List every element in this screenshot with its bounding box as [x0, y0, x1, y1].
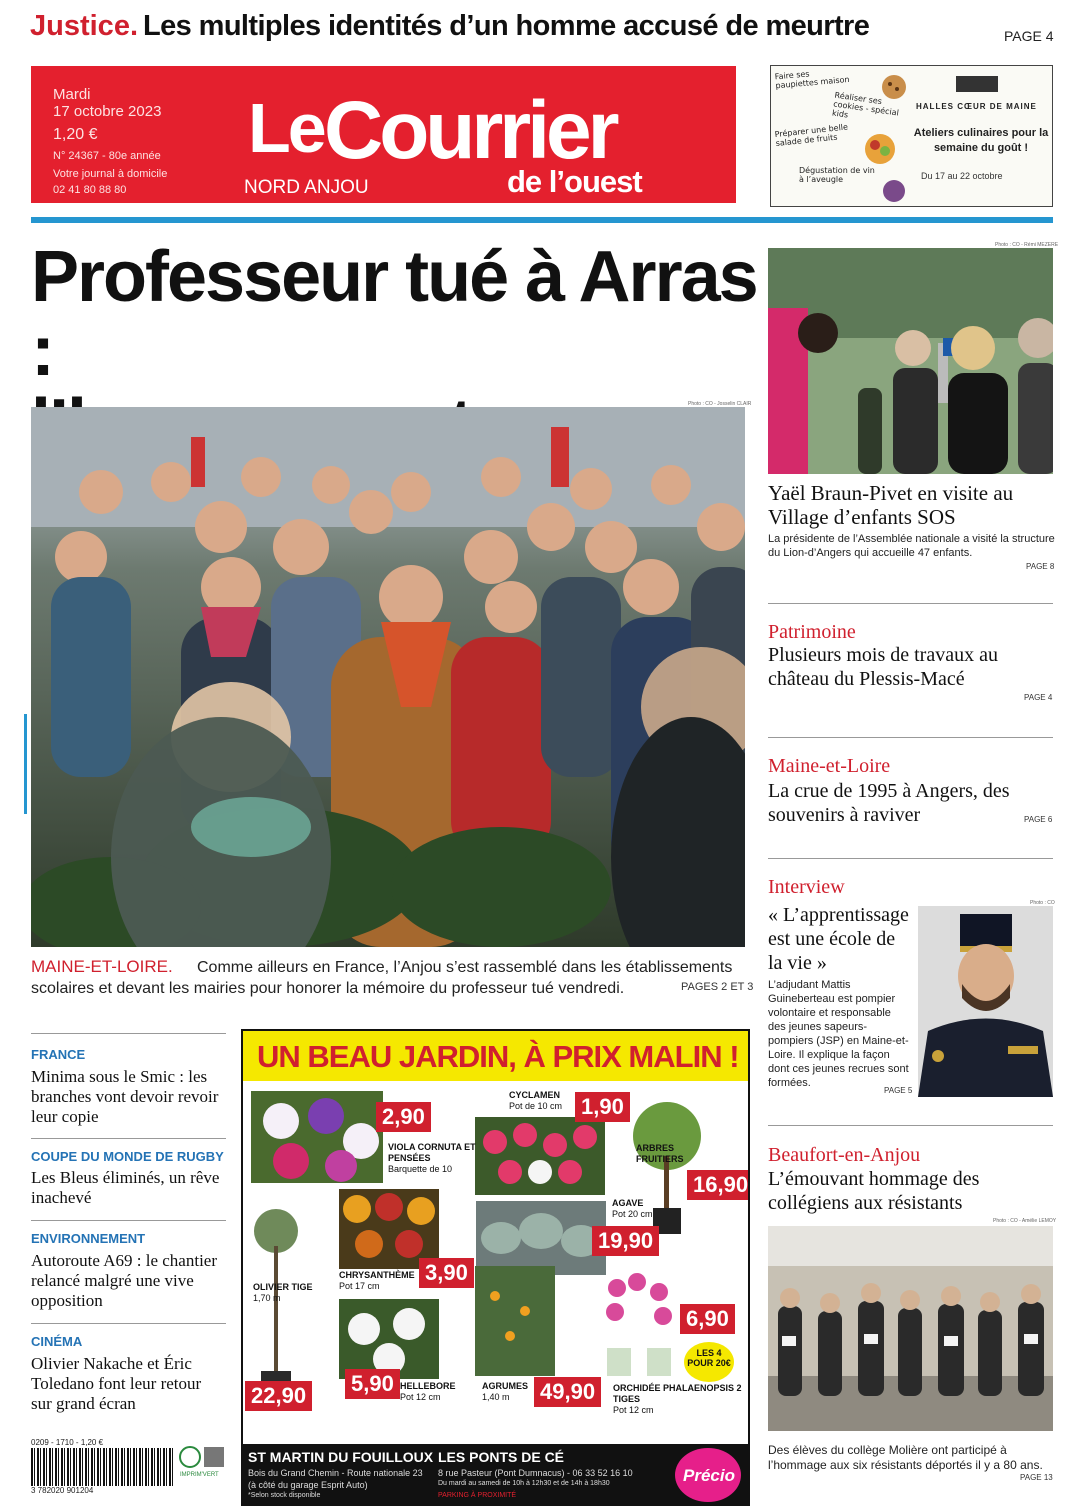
agave-icon — [476, 1201, 606, 1275]
teaser-title[interactable]: Les multiples identités d’un homme accusé de meurtre — [143, 10, 870, 42]
caption-text: Comme ailleurs en France, l’Anjou s’est rassemblé dans les établissements scolaires et devant les mairies pour honorer la mémoire du professeur tué vendredi. — [31, 959, 733, 997]
logo-le: Le — [248, 89, 324, 167]
story1-photo-credit: Photo : CO - Rémi MEZERE — [995, 242, 1059, 248]
price-viola: 2,90 — [376, 1102, 431, 1132]
product-chrysanthemum-detail: Pot 17 cm — [339, 1281, 380, 1291]
store1-note: (à côté du garage Esprit Auto) — [248, 1480, 368, 1490]
halles-logo-icon — [956, 76, 998, 92]
product-orchid-detail: Pot 12 cm — [613, 1405, 654, 1415]
product-olive — [253, 1282, 313, 1304]
story1-title[interactable]: Yaël Braun-Pivet en visite au Village d’enfants SOS — [768, 481, 1014, 529]
product-agave-detail: Pot 20 cm — [612, 1209, 653, 1219]
product-agave — [612, 1198, 653, 1220]
story5-photo[interactable] — [768, 1226, 1053, 1431]
store1-small: *Selon stock disponible — [248, 1492, 321, 1499]
story3-kicker: Maine-et-Loire — [768, 755, 891, 777]
product-cyclamen-detail: Pot de 10 cm — [509, 1101, 563, 1111]
fruit-bowl-icon — [863, 132, 897, 166]
story5-title[interactable]: L’émouvant hommage des collégiens aux résistants — [768, 1168, 980, 1214]
product-agrumes-detail: 1,40 m — [482, 1392, 510, 1402]
left-title-1[interactable]: Minima sous le Smic : les branches vont devoir revoir leur copie — [31, 1067, 219, 1126]
main-photo-credit: Photo : CO - Josselin CLAIR — [688, 401, 752, 407]
imprim-vert-label: IMPRIM'VERT — [180, 1472, 219, 1478]
price-olive: 22,90 — [245, 1381, 312, 1411]
product-viola-name: VIOLA CORNUTA ET PENSÉES — [388, 1142, 476, 1163]
pansies-icon — [251, 1091, 383, 1183]
crowd-illustration — [31, 407, 745, 947]
store2-parking: PARKING À PROXIMITÉ — [438, 1492, 517, 1499]
ad-banner — [243, 1031, 748, 1081]
product-viola — [388, 1142, 478, 1175]
divider — [768, 737, 1053, 738]
teaser-kicker[interactable]: Justice. — [30, 10, 138, 42]
left-kicker-4: CINÉMA — [31, 1334, 83, 1349]
story3-title[interactable]: La crue de 1995 à Angers, des souvenirs à raviver — [768, 780, 1010, 826]
story2-page: PAGE 4 — [1024, 693, 1053, 702]
story2-kicker: Patrimoine — [768, 621, 856, 643]
main-headline-line1: Professeur tué à Arras : — [31, 237, 757, 391]
divider — [768, 603, 1053, 604]
logo-courrier: Courrier — [324, 85, 616, 176]
divider — [31, 1138, 226, 1139]
ad-dates: Du 17 au 22 octobre — [921, 171, 1003, 181]
product-hellebore — [400, 1381, 456, 1403]
firefighter-portrait-illustration — [918, 906, 1053, 1097]
product-chrysanthemum — [339, 1270, 415, 1292]
price-orchid: 6,90 — [680, 1304, 735, 1334]
divider — [31, 1323, 226, 1324]
divider — [768, 858, 1053, 859]
ad-halles-coeur-de-maine[interactable] — [770, 65, 1053, 207]
left-title-2[interactable]: Les Bleus éliminés, un rêve inachevé — [31, 1168, 220, 1207]
masthead[interactable] — [31, 66, 736, 203]
story1-photo[interactable] — [768, 248, 1053, 474]
left-kicker-1: FRANCE — [31, 1047, 86, 1062]
ad-precio[interactable] — [241, 1029, 750, 1506]
product-fruit-trees-name: ARBRES FRUITIERS — [636, 1143, 684, 1164]
story1-page: PAGE 8 — [1026, 562, 1055, 571]
price-agrumes: 49,90 — [534, 1377, 601, 1407]
divider — [31, 1220, 226, 1221]
divider — [768, 1125, 1053, 1126]
price-hellebore: 5,90 — [345, 1369, 400, 1399]
story4-body: L’adjudant Mattis Guineberteau est pompier volontaire et responsable des jeunes sapeurs-pompiers (JSP) en Maine-et-Loire. Il explique la façon dont ces jeunes recrues sont formées. — [768, 979, 909, 1089]
precio-logo-text: Précio — [683, 1466, 735, 1485]
ad-banner-text: UN BEAU JARDIN, À PRIX MALIN ! — [257, 1039, 739, 1074]
store1-name: ST MARTIN DU FOUILLOUX — [248, 1449, 434, 1465]
main-photo-crowd[interactable] — [31, 407, 745, 947]
masthead-home-delivery: Votre journal à domicile — [53, 168, 168, 180]
product-hellebore-name: HELLEBORE — [400, 1381, 456, 1391]
ad-note-4: Dégustation de vin à l’aveugle — [799, 166, 875, 184]
story4-photo-credit: Photo : CO — [1030, 900, 1055, 906]
ad-note-2: Réaliser ses cookies - spécial kids — [831, 90, 900, 120]
story5-photo-credit: Photo : CO - Amélie LEMOY — [993, 1218, 1057, 1224]
price-cyclamen: 1,90 — [575, 1092, 630, 1122]
story5-page: PAGE 13 — [1020, 1473, 1053, 1482]
visit-photo-illustration — [768, 248, 1053, 474]
store2-address: 8 rue Pasteur (Pont Dumnacus) - 06 33 52 16 10 — [438, 1468, 633, 1478]
cyclamen-icon — [475, 1117, 605, 1195]
cookie-icon — [881, 74, 907, 100]
product-agrumes — [482, 1381, 528, 1403]
product-cyclamen-name: CYCLAMEN — [509, 1090, 560, 1100]
caption-kicker: MAINE-ET-LOIRE. — [31, 957, 173, 976]
recycling-icon — [178, 1443, 226, 1471]
side-marker — [24, 714, 27, 814]
masthead-issue: N° 24367 - 80e année — [53, 150, 161, 162]
story5-kicker: Beaufort-en-Anjou — [768, 1144, 921, 1166]
ad-footer — [243, 1444, 748, 1506]
story4-title[interactable]: « L’apprentissage est une école de la vie » — [768, 904, 909, 974]
product-olive-name: OLIVIER TIGE — [253, 1282, 313, 1292]
divider — [31, 1033, 226, 1034]
product-viola-detail: Barquette de 10 — [388, 1164, 453, 1174]
barcode-number: 3 782020 901204 — [31, 1486, 94, 1495]
ad-headline: Ateliers culinaires pour la semaine du goût ! — [913, 127, 1049, 154]
product-cyclamen — [509, 1090, 562, 1112]
top-rule — [31, 217, 1053, 223]
promo-badge: LES 4 POUR 20€ — [684, 1342, 734, 1382]
students-ceremony-illustration — [768, 1226, 1053, 1431]
chrysanthemum-icon — [339, 1189, 439, 1269]
story2-title[interactable]: Plusieurs mois de travaux au château du Plessis-Macé — [768, 644, 998, 690]
product-chrysanthemum-name: CHRYSANTHÈME — [339, 1270, 415, 1280]
story3-page: PAGE 6 — [1024, 815, 1053, 824]
masthead-day: Mardi — [53, 86, 91, 103]
caption-page: PAGES 2 ET 3 — [681, 981, 754, 993]
left-title-4[interactable]: Olivier Nakache et Éric Toledano font leur retour sur grand écran — [31, 1354, 202, 1413]
price-fruit-trees: 16,90 — [687, 1170, 750, 1200]
masthead-date: 17 octobre 2023 — [53, 103, 162, 120]
product-orchid — [613, 1383, 743, 1416]
barcode-code: 0209 - 1710 - 1,20 € — [31, 1438, 104, 1447]
left-title-3[interactable]: Autoroute A69 : le chantier relancé malgré une vive opposition — [31, 1251, 218, 1310]
price-chrysanthemum: 3,90 — [419, 1258, 474, 1288]
masthead-phone: 02 41 80 88 80 — [53, 184, 127, 196]
grapes-icon — [881, 178, 907, 204]
story5-body: Des élèves du collège Molière ont participé à l’hommage aux six résistants déportés il y a 80 ans. — [768, 1443, 1043, 1472]
citrus-tree-icon — [475, 1266, 555, 1376]
product-orchid-name: ORCHIDÉE PHALAENOPSIS 2 TIGES — [613, 1383, 742, 1404]
product-agave-name: AGAVE — [612, 1198, 644, 1208]
left-kicker-3: ENVIRONNEMENT — [31, 1231, 146, 1246]
story4-portrait-photo[interactable] — [918, 906, 1053, 1097]
ad-note-3: Préparer une belle salade de fruits — [774, 122, 849, 149]
store2-name: LES PONTS DE CÉ — [438, 1449, 565, 1465]
store2-hours: Du mardi au samedi de 10h à 12h30 et de 14h à 18h30 — [438, 1480, 610, 1487]
product-olive-detail: 1,70 m — [253, 1293, 281, 1303]
ad-venue: HALLES CŒUR DE MAINE — [916, 102, 1037, 111]
product-agrumes-name: AGRUMES — [482, 1381, 529, 1391]
logo-ouest: de l’ouest — [507, 164, 642, 199]
ad-note-1: Faire ses paupiettes maison — [774, 69, 850, 91]
price-agave: 19,90 — [592, 1226, 659, 1256]
story4-page: PAGE 5 — [884, 1086, 913, 1095]
orchid-icon — [597, 1268, 683, 1378]
story4-kicker: Interview — [768, 876, 845, 898]
product-hellebore-detail: Pot 12 cm — [400, 1392, 441, 1402]
store1-address: Bois du Grand Chemin - Route nationale 23 — [248, 1468, 423, 1478]
barcode-icon — [31, 1448, 173, 1486]
teaser-page: PAGE 4 — [1004, 28, 1054, 44]
hellebore-icon — [339, 1299, 439, 1379]
left-kicker-2: COUPE DU MONDE DE RUGBY — [31, 1149, 224, 1164]
edition-name: NORD ANJOU — [244, 177, 369, 198]
masthead-price: 1,20 € — [53, 126, 98, 143]
product-fruit-trees — [636, 1143, 696, 1165]
story1-body: La présidente de l’Assemblée nationale a visité la structure du Lion-d’Angers qui accueille 47 enfants. — [768, 533, 1055, 559]
